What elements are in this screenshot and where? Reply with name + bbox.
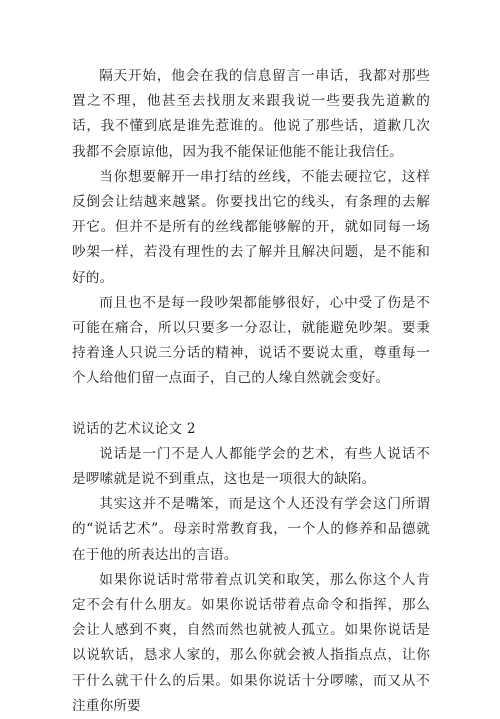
document-page [72,64,430,719]
section-title: 说话的艺术议论文 2 [72,420,196,437]
paragraph-4: 说话是一门不是人人都能学会的艺术，有些人说话不是啰嗦就是说不到重点，这也是一项很大的缺陷。 [72,445,430,488]
paragraph-2: 当你想要解开一串打结的丝线，不能去硬拉它，这样反倒会让结越来越紧。你要找出它的线头，有条理的去解开它。但并不是所有的丝线都能够解的开，就如同每一场吵架一样，若没有理性的去了解并且解决问题，是不能和好的。 [72,168,430,286]
paragraph-6: 如果你说话时常带着点讥笑和取笑，那么你这个人肯定不会有什么朋友。如果你说话带着点命令和指挥，那么会让人感到不爽，自然而然也就被人孤立。如果你说话是以说软话，恳求人家的，那么你就会被人指指点点，让你干什么就干什么的后果。如果你说话十分啰嗦，而又从不注重你所要 [72,571,430,714]
paragraph-1: 隔天开始，他会在我的信息留言一串话，我都对那些置之不理，他甚至去找朋友来跟我说一些要我先道歉的话，我不懂到底是谁先惹谁的。他说了那些话，道歉几次我都不会原谅他，因为我不能保证他能不能让我信任。 [72,68,430,160]
paragraph-5: 其实这并不是嘴笨，而是这个人还没有学会这门所谓的“说话艺术”。母亲时常教育我，一个人的修养和品德就在于他的所表达出的言语。 [72,496,430,563]
paragraph-3: 而且也不是每一段吵架都能够很好，心中受了伤是不可能在痛合，所以只要多一分忍让，就能避免吵架。要秉持着逢人只说三分话的精神，说话不要说太重，尊重每一个人给他们留一点面子，自己的人缘自然就会变好。 [72,294,430,387]
